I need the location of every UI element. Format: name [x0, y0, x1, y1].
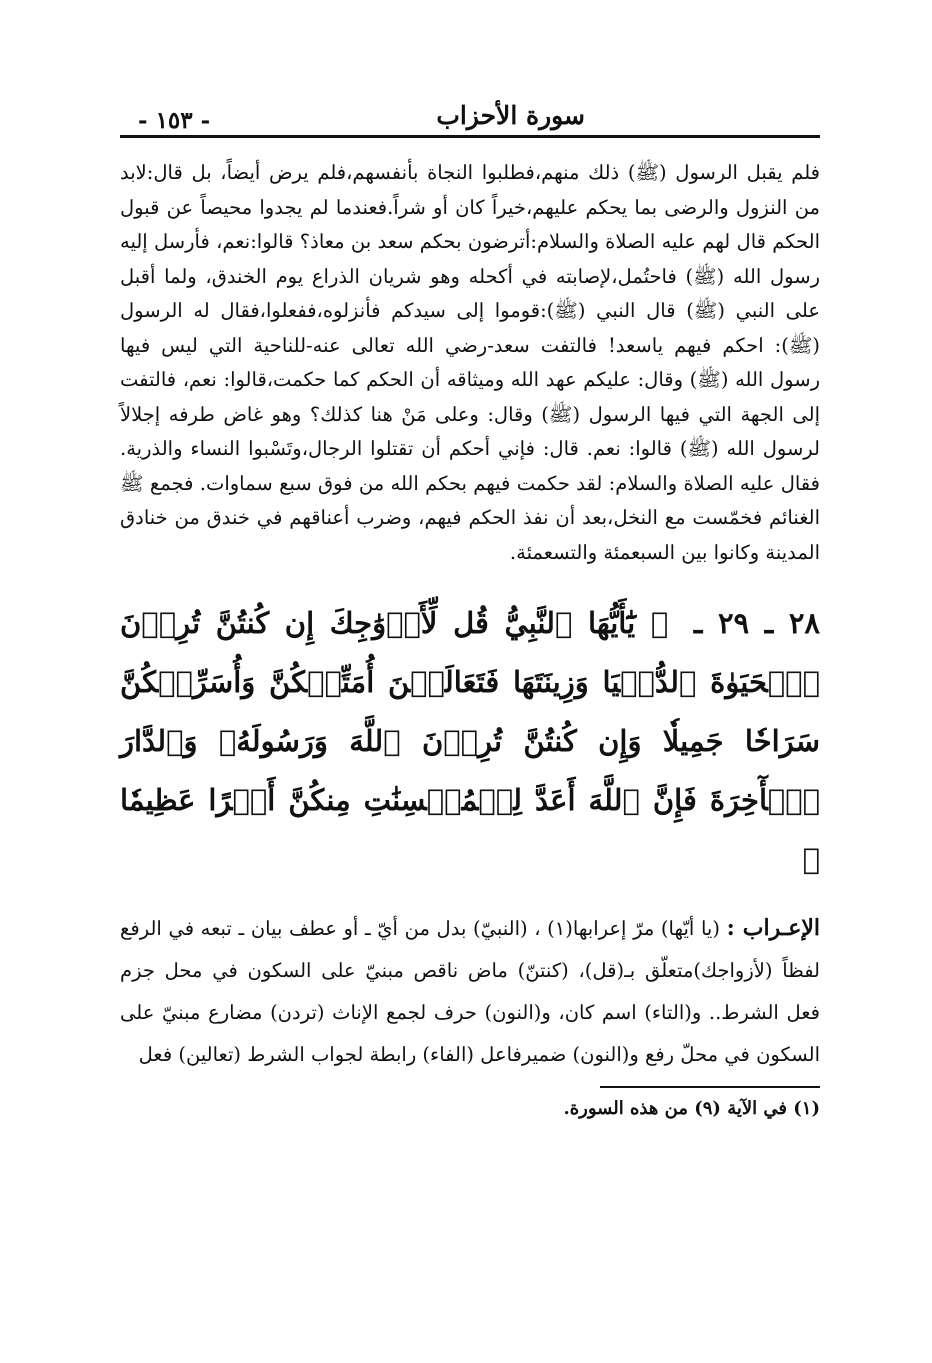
- footnote: (١) في الآية (٩) من هذه السورة.: [563, 1098, 820, 1119]
- book-page: [120, 95, 820, 1345]
- irab-heading: الإعـراب :: [726, 915, 820, 941]
- irab-text: (يا أيّها) مرّ إعرابها(١) ، (النبيّ) بدل من أيّ ـ أو عطف بيان ـ تبعه في الرفع لفظاً (لأزواجك)متعلّق بـ(قل)، (كنتنّ) ماض ناقص مبنيّ على السكون في محل جزم فعل الشرط.. و(التاء) اسم كان، و(النون) حرف لجمع الإناث (تردن) مضارع مبنيّ على السكون في محلّ رفع و(النون) ضميرفاعل (الفاء) رابطة لجواب الشرط (تعالين) فعل: [120, 917, 820, 1066]
- page-header: [120, 95, 820, 138]
- verse-number: ٢٨ ـ ٢٩ ـ: [693, 606, 820, 640]
- page-number: - ١٥٣ -: [138, 107, 211, 134]
- verse-text: ﴿ يَٰٓأَيُّهَا ٱلنَّبِيُّ قُل لِّأَزۡوَٰجِكَ إِن كُنتُنَّ تُرِدۡنَ ٱلۡحَيَوٰةَ ٱلدُّنۡيَا وَزِينَتَهَا فَتَعَالَيۡنَ أُمَتِّعۡكُنَّ وَأُسَرِّحۡكُنَّ سَرَاحٗا جَمِيلٗا وَإِن كُنتُنَّ تُرِدۡنَ ٱللَّهَ وَرَسُولَهُۥ وَٱلدَّارَ ٱلۡأٓخِرَةَ فَإِنَّ ٱللَّهَ أَعَدَّ لِلۡمُحۡسِنَٰتِ مِنكُنَّ أَجۡرًا عَظِيمٗا ﴾: [120, 606, 820, 876]
- narrative-paragraph: فلم يقبل الرسول (ﷺ) ذلك منهم،فطلبوا النجاة بأنفسهم،فلم يرض أيضاً، بل قال:لابد من النزول والرضى بما يحكم عليهم،خيراً كان أو شراً.فعندما لم يجدوا محيصاً عن قبول الحكم قال لهم عليه الصلاة والسلام:أترضون بحكم سعد بن معاذ؟ قالوا:نعم، فأرسل إليه رسول الله (ﷺ) فاحتُمل،لإصابته في أكحله وهو شريان الذراع يوم الخندق، ولما أقبل على النبي (ﷺ) قال النبي (ﷺ):قوموا إلى سيدكم فأنزلوه،ففعلوا،فقال له الرسول (ﷺ): احكم فيهم ياسعد! فالتفت سعد-رضي الله تعالى عنه-للناحية التي ليس فيها رسول الله (ﷺ) وقال: عليكم عهد الله وميثاقه أن الحكم كما حكمت،قالوا: نعم، فالتفت إلى الجهة التي فيها الرسول (ﷺ) وقال: وعلى مَنْ هنا كذلك؟ وهو غاض طرفه إجلالاً لرسول الله (ﷺ) قالوا: نعم. قال: فإني أحكم أن تقتلوا الرجال،وتَسْبوا النساء والذرية. فقال عليه الصلاة والسلام: لقد حكمت فيهم بحكم الله من فوق سبع سماوات. فجمع ﷺ الغنائم فخمّست مع النخل،بعد أن نفذ الحكم فيهم، وضرب أعناقهم في خندق من خنادق المدينة وكانوا بين السبعمئة والتسعمئة.: [120, 161, 820, 564]
- quran-verse: [120, 594, 820, 889]
- irab-section: [120, 907, 820, 1076]
- footnote-divider: [600, 1086, 820, 1088]
- surah-title: سورة الأحزاب: [436, 101, 585, 130]
